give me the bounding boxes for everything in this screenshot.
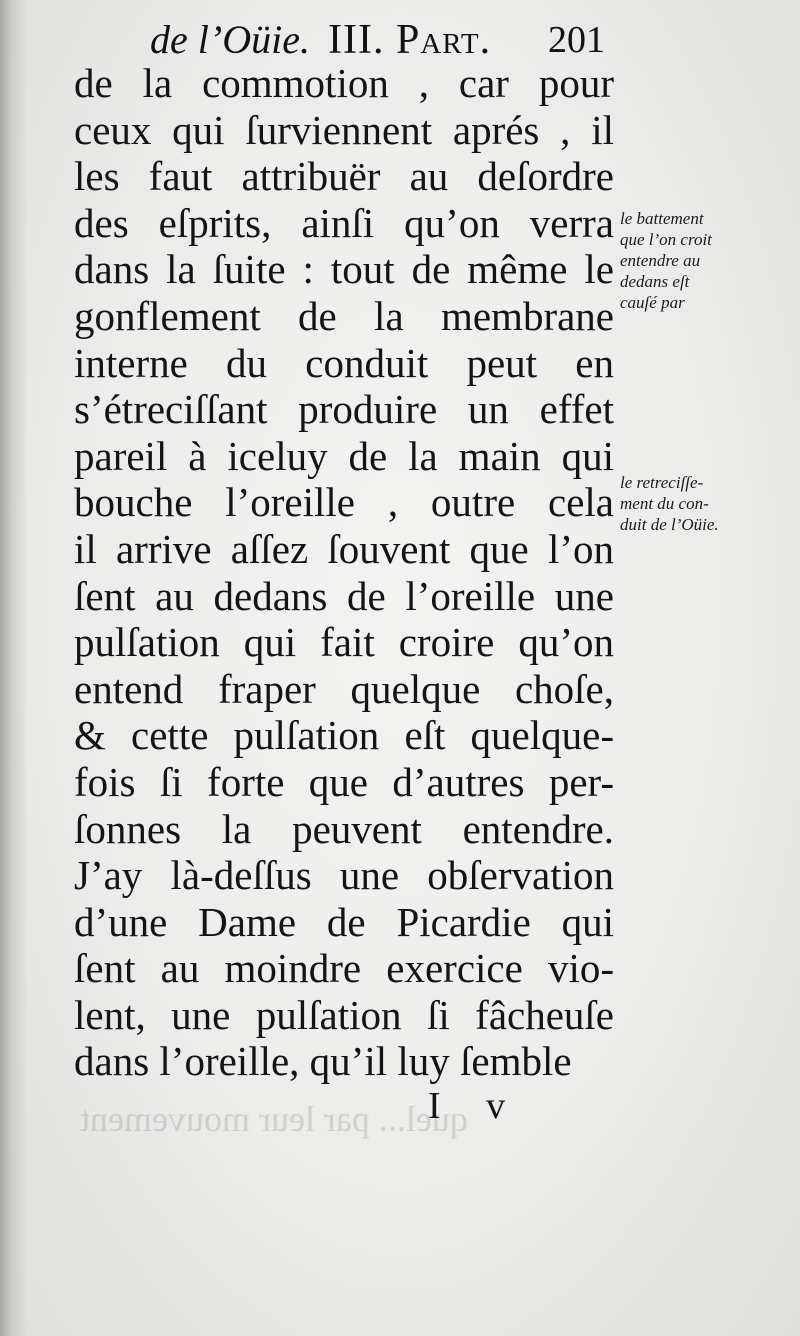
marginal-note-line: dedans eſt [620, 272, 690, 291]
text-line: ſent au dedans de l’oreille une [74, 572, 614, 619]
text-line: s’étreciſſant produire un effet [74, 386, 614, 433]
text-line: pareil à iceluy de la main qui [74, 432, 614, 479]
text-line: lent, une pulſation ſi fâcheuſe [74, 991, 614, 1038]
page-number: 201 [548, 19, 605, 61]
marginal-note [620, 472, 770, 535]
marginal-note-line: le battement [620, 209, 704, 228]
page-footer [0, 1082, 800, 1132]
text-line: ſent au moindre exercice vio- [74, 945, 614, 992]
text-line: gonflement de la membrane [74, 292, 614, 339]
text-line: J’ay là-deſſus une obſervation [74, 852, 614, 899]
marginal-note-line: ment du con- [620, 494, 709, 513]
text-line: entend fraper quelque choſe, [74, 665, 614, 712]
signature-mark: I v [428, 1085, 524, 1127]
marginal-note-line: le retreciſſe- [620, 473, 704, 492]
marginal-note-line: entendre au [620, 251, 701, 270]
text-line: ceux qui ſurviennent aprés , il [74, 106, 614, 153]
page-gutter-shadow [0, 0, 28, 1336]
marginal-note [620, 208, 770, 313]
text-line: les faut attribuër au deſordre [74, 153, 614, 200]
text-line: & cette pulſation eſt quelque- [74, 712, 614, 759]
text-line: fois ſi forte que d’autres per- [74, 758, 614, 805]
page-header [0, 14, 800, 66]
text-line: dans la ſuite : tout de même le [74, 246, 614, 293]
text-line: des eſprits, ainſi qu’on verra [74, 199, 614, 246]
marginal-note-line: duit de l’Oüie. [620, 515, 719, 534]
text-line: d’une Dame de Picardie qui [74, 898, 614, 945]
text-line: bouche l’oreille , outre cela [74, 479, 614, 526]
part-label: III. Part. [328, 17, 492, 63]
text-line: ſonnes la peuvent entendre. [74, 805, 614, 852]
text-line: dans l’oreille, qu’il luy ſemble [74, 1038, 572, 1085]
bleed-through-text: quel... par leur mouvement [80, 1099, 468, 1139]
text-line: interne du conduit peut en [74, 339, 614, 386]
running-title: de l’Oüie. [150, 17, 310, 62]
text-line: de la commotion , car pour [74, 60, 614, 106]
marginal-note-line: cauſé par [620, 293, 685, 312]
text-line: pulſation qui fait croire qu’on [74, 619, 614, 666]
marginal-note-line: que l’on croit [620, 230, 712, 249]
body-text [74, 60, 614, 1085]
text-line: il arrive aſſez ſouvent que l’on [74, 525, 614, 572]
